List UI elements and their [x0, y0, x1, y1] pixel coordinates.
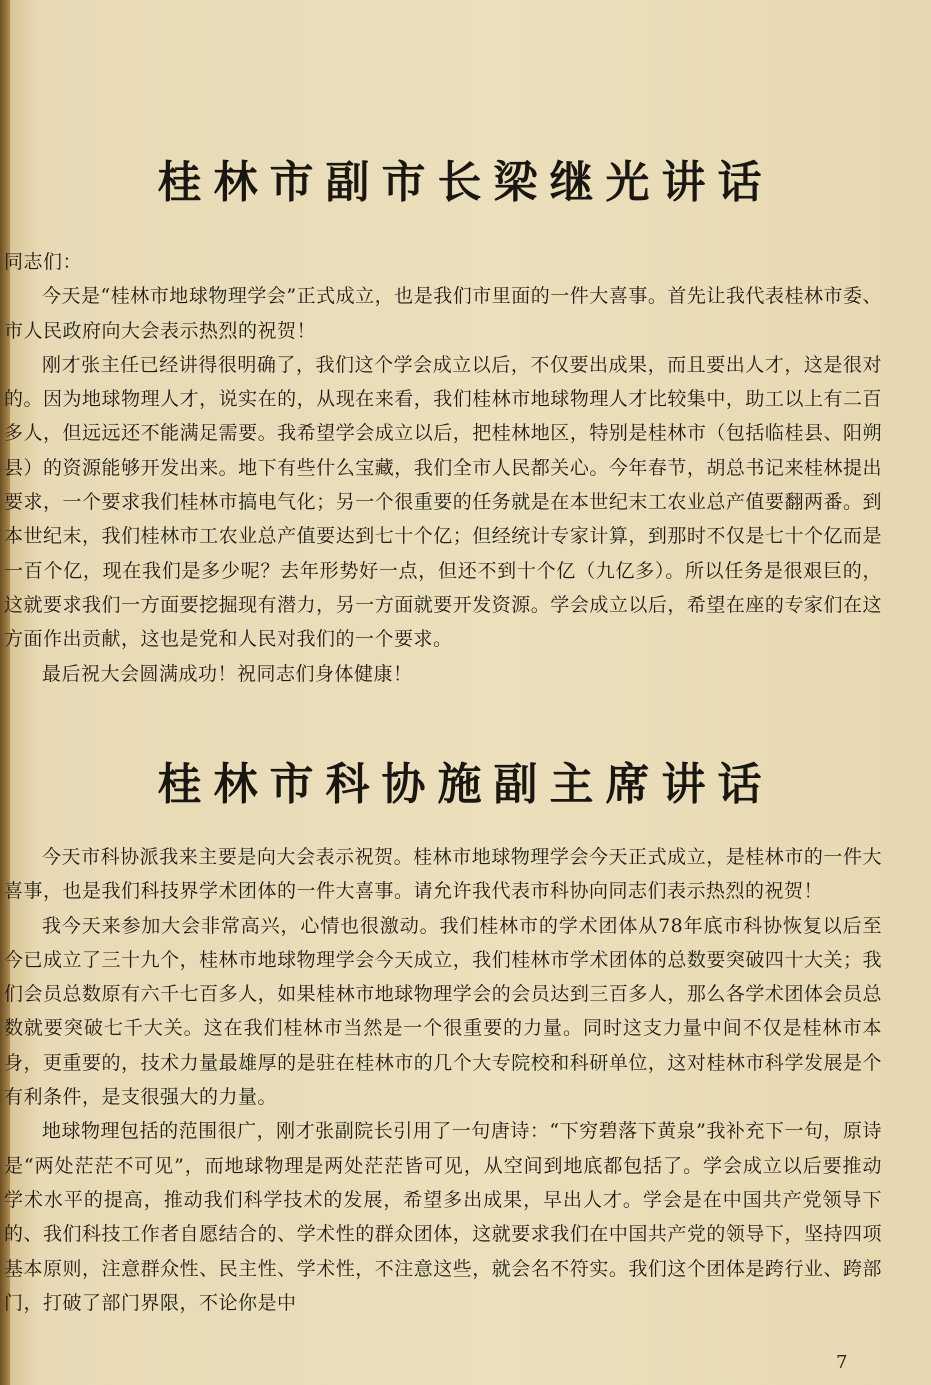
speech1-greeting: 同志们：	[4, 251, 83, 273]
speech1-body	[4, 245, 882, 691]
speech1-paragraph-1: 今天是“桂林市地球物理学会”正式成立，也是我们市里面的一件大喜事。首先让我代表桂林市委、市人民政府向大会表示热烈的祝贺！	[4, 285, 882, 342]
speech1-title: 桂林市副市长梁继光讲话	[157, 157, 774, 208]
speech2-body	[4, 840, 882, 1320]
speech2-paragraph-3: 地球物理包括的范围很广，刚才张副院长引用了一句唐诗：“下穷碧落下黄泉”我补充下一句，原诗是“两处茫茫不可见”，而地球物理是两处茫茫皆可见，从空间到地底都包括了。学会成立以后要推动学术水平的提高，推动我们科学技术的发展，希望多出成果，早出人才。学会是在中国共产党领导下的、我们科技工作者自愿结合的、学术性的群众团体，这就要求我们在中国共产党的领导下，坚持四项基本原则，注意群众性、民主性、学术性，不注意这些，就会名不符实。我们这个团体是跨行业、跨部门，打破了部门界限，不论你是中	[4, 1120, 882, 1314]
speech2-paragraph-2: 我今天来参加大会非常高兴，心情也很激动。我们桂林市的学术团体从78年底市科协恢复以后至今已成立了三十九个，桂林市地球物理学会今天成立，我们桂林市学术团体的总数要突破四十大关；我们会员总数原有六千七百多人，如果桂林市地球物理学会的会员达到三百多人，那么各学术团体会员总数就要突破七千大关。这在我们桂林市当然是一个很重要的力量。同时这支力量中间不仅是桂林市本身，更重要的，技术力量最雄厚的是驻在桂林市的几个大专院校和科研单位，这对桂林市科学发展是个有利条件，是支很强大的力量。	[4, 914, 882, 1109]
speech2-title: 桂林市科协施副主席讲话	[157, 759, 774, 810]
speech1-paragraph-3: 最后祝大会圆满成功！祝同志们身体健康！	[42, 662, 413, 685]
speech1-paragraph-2: 刚才张主任已经讲得很明确了，我们这个学会成立以后，不仅要出成果，而且要出人才，这是很对的。因为地球物理人才，说实在的，从现在来看，我们桂林市地球物理人才比较集中，助工以上有二百多人，但远远还不能满足需要。我希望学会成立以后，把桂林地区，特别是桂林市（包括临桂县、阳朔县）的资源能够开发出来。地下有些什么宝藏，我们全市人民都关心。今年春节，胡总书记来桂林提出要求，一个要求我们桂林市搞电气化；另一个很重要的任务就是在本世纪末工农业总产值要翻两番。到本世纪末，我们桂林市工农业总产值要达到七十个亿；但经统计专家计算，到那时不仅是七十个亿而是一百个亿，现在我们是多少呢？去年形势好一点，但还不到十个亿（九亿多）。所以任务是很艰巨的，这就要求我们一方面要挖掘现有潜力，另一方面就要开发资源。学会成立以后，希望在座的专家们在这方面作出贡献，这也是党和人民对我们的一个要求。	[4, 353, 882, 651]
speech2-paragraph-1: 今天市科协派我来主要是向大会表示祝贺。桂林市地球物理学会今天正式成立，是桂林市的一件大喜事，也是我们科技界学术团体的一件大喜事。请允许我代表市科协向同志们表示热烈的祝贺！	[4, 846, 882, 903]
page-number: 7	[836, 1352, 848, 1373]
